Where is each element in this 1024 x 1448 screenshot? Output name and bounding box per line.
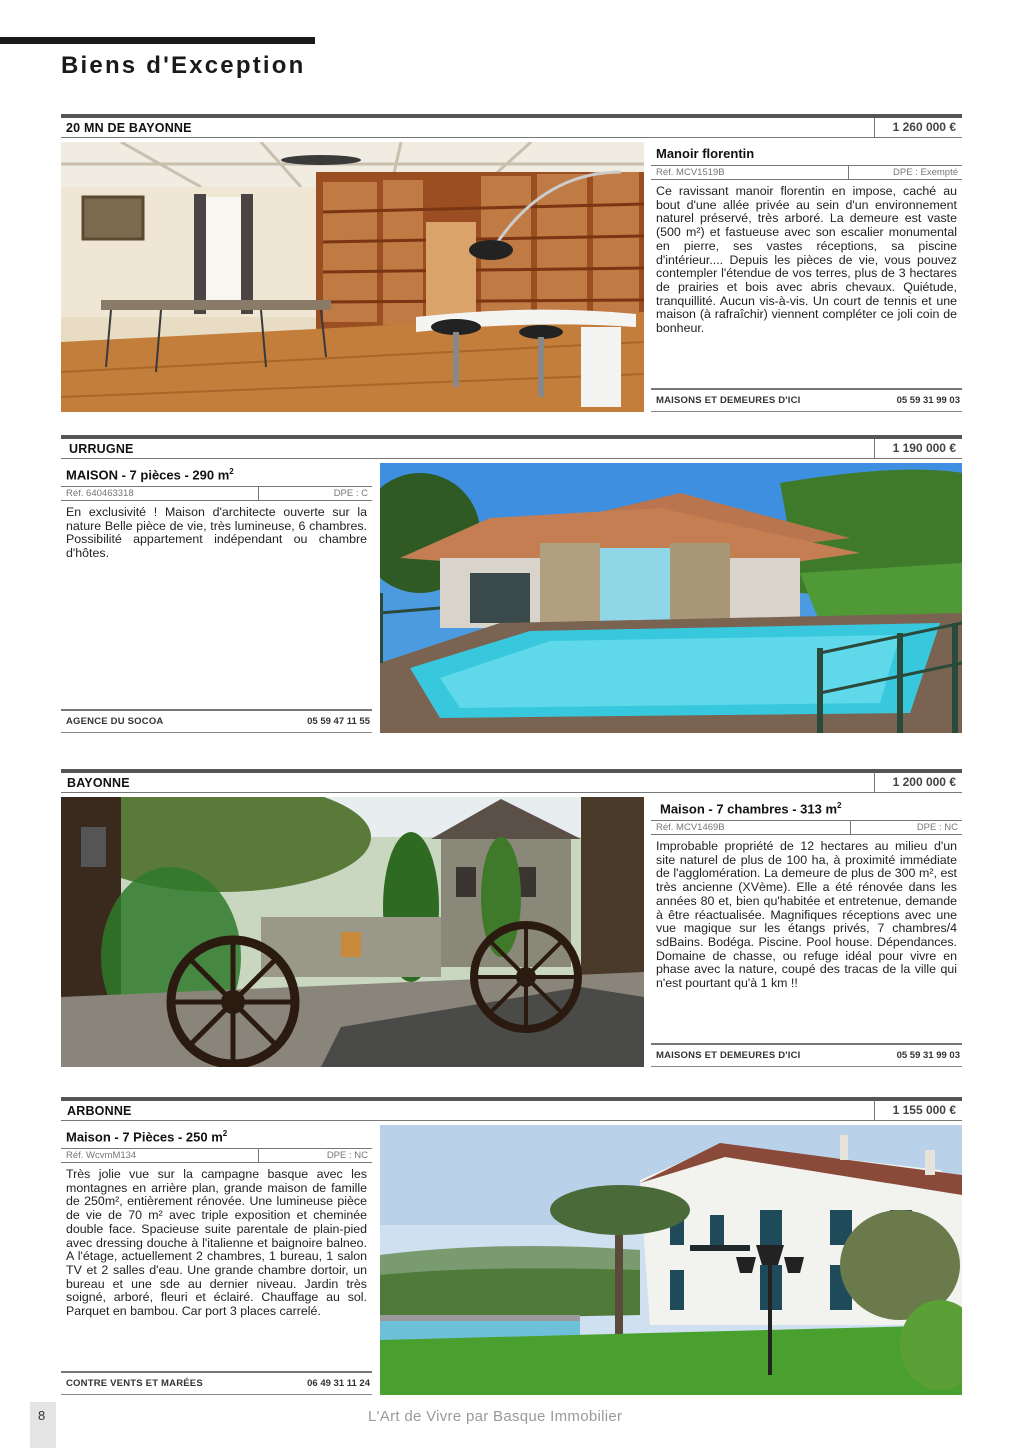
listing-location: BAYONNE [67, 776, 130, 790]
property-description: En exclusivité ! Maison d'architecte ouverte sur la nature Belle pièce de vie, très lumineuse, 6 chambres. Possibilité appartement indépendant ou chambre d'hôtes. [66, 505, 367, 561]
agency-phone: 05 59 47 11 55 [307, 716, 370, 727]
page-footer: L'Art de Vivre par Basque Immobilier [368, 1408, 623, 1425]
listing-photo-basque-house [380, 1125, 962, 1395]
property-title: MAISON - 7 pièces - 290 $m^2$ [66, 467, 234, 483]
property-title: Maison - 7 Pièces - 250 $m^2$ [66, 1129, 228, 1145]
listing-price: 1 190 000 € [874, 439, 962, 458]
listing-header [61, 769, 962, 793]
superscript: 2 [229, 467, 234, 476]
agency-name: CONTRE VENTS ET MARÉES [66, 1378, 203, 1389]
agency-footer [61, 1371, 372, 1395]
property-reference: Réf. MCV1519B [656, 167, 725, 178]
listing-header [61, 435, 962, 459]
agency-name: MAISONS ET DEMEURES D'ICI [656, 395, 801, 406]
listing-3 [61, 769, 962, 1067]
listing-photo-interior [61, 142, 644, 412]
top-decorative-bar [0, 37, 315, 44]
listing-info [651, 797, 962, 1067]
agency-footer [651, 388, 962, 412]
listing-location: ARBONNE [67, 1104, 132, 1118]
property-description: Ce ravissant manoir florentin en impose, caché au bout d'une allée privée au sein d'un environnement naturel préservé, très arboré. La demeure est vaste (500 m²) et fastueuse avec son escalier monumental en pierre, ses vastes réceptions, sa piscine d'intérieur.... Depuis les pièces de vie, vous pouvez contempler l'étendue de vos terres, plus de 3 hectares de prairies et bois avec abris chevaux. Quiétude, tranquillité. Aucun vis-à-vis. Un court de tennis et une maison (à rafraîchir) viennent compléter ce joli coin de bonheur. [656, 184, 957, 336]
agency-phone: 06 49 31 11 24 [307, 1378, 370, 1389]
superscript: 2 [222, 1129, 228, 1138]
property-reference: Réf. 640463318 [66, 488, 134, 499]
reference-row [61, 1148, 372, 1163]
page-number: 8 [38, 1408, 46, 1423]
listing-info [61, 1125, 372, 1395]
dpe-rating: DPE : NC [258, 1149, 372, 1162]
property-reference: Réf. WcvmM134 [66, 1150, 137, 1161]
listing-photo-pool-house [380, 463, 962, 733]
agency-phone: 05 59 31 99 03 [896, 1050, 960, 1061]
listing-header [61, 114, 962, 138]
listing-4 [61, 1097, 962, 1395]
dpe-rating: DPE : NC [850, 821, 962, 834]
property-description: Très jolie vue sur la campagne basque avec les montagnes en arrière plan, grande maison de famille de 250m², entièrement rénovée. Une lumineuse pièce de vie de 70 m² avec triple exposition et cheminée double face. Spacieuse suite parentale de plain-pied avec dressing douche à l'italienne et baignoire balneo. A l'étage, actuellement 2 chambres, 1 bureau, 1 salon TV et 2 salles d'eau. Une grande chambre dortoir, un bureau et une sde au dernier niveau. Jardin très soigné, arboré, fleuri et éclairé. Chauffage au sol. Parquet en bambou. Car port 3 places carrelé. [66, 1167, 367, 1319]
property-description: Improbable propriété de 12 hectares au milieu d'un site naturel de plus de 100 ha, à proximité immédiate de l'agglomération. La demeure de plus de 300 m², est très ancienne (XVème). Elle a été rénovée dans les années 80 et, bien qu'habitée et entretenue, demande à être réactualisée. Magnifiques réceptions avec une vue magique sur les étangs privés, 7 chambres/4 sdBains. Bodéga. Piscine. Pool house. Dépendances. Domaine de chasse, ou refuge idéal pour vivre en phase avec la nature, coupé des tracas de la ville qui n'est pourtant qu'à 1 km !! [656, 839, 957, 991]
agency-footer [61, 709, 372, 733]
dpe-rating: DPE : C [258, 487, 372, 500]
listing-info [61, 463, 372, 733]
listing-header [61, 1097, 962, 1121]
property-title: Manoir florentin [656, 146, 755, 161]
agency-phone: 05 59 31 99 03 [896, 395, 960, 406]
listing-price: 1 200 000 € [874, 773, 962, 792]
property-title: Maison - 7 chambres - 313 $m^2$ [660, 801, 842, 817]
section-title: Biens d'Exception [61, 52, 306, 79]
agency-footer [651, 1043, 962, 1067]
listing-info [651, 142, 962, 412]
reference-row [61, 486, 372, 501]
agency-name: AGENCE DU SOCOA [66, 716, 164, 727]
listing-price: 1 155 000 € [874, 1101, 962, 1120]
listing-2 [61, 435, 962, 733]
listing-price: 1 260 000 € [874, 118, 962, 137]
reference-row [651, 820, 962, 835]
listing-photo-garden [61, 797, 644, 1067]
superscript: 2 [837, 801, 842, 810]
property-reference: Réf. MCV1469B [656, 822, 725, 833]
listing-1 [61, 114, 962, 412]
agency-name: MAISONS ET DEMEURES D'ICI [656, 1050, 801, 1061]
listing-location: URRUGNE [69, 442, 134, 456]
dpe-rating: DPE : Exempté [848, 166, 962, 179]
reference-row [651, 165, 962, 180]
listing-location: 20 MN DE BAYONNE [66, 121, 192, 135]
